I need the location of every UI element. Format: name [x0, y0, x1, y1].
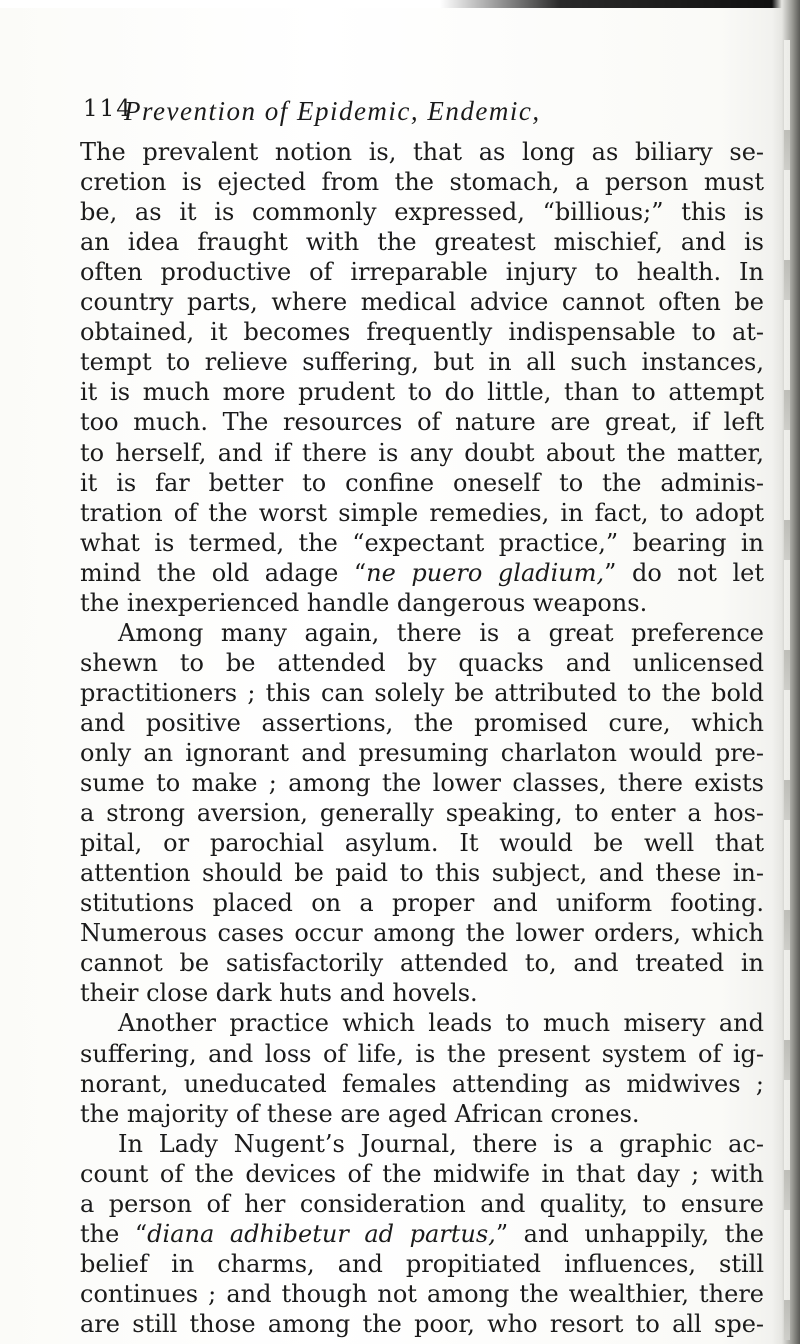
text-segment: mind the old adage “: [80, 558, 367, 587]
text-line: Another practice which leads to much misery and: [118, 1009, 764, 1038]
page-number: 114: [83, 96, 133, 122]
text-line: Among many again, there is a great preference: [118, 618, 764, 647]
text-line: norant, uneducated females attending as midwives ;: [80, 1069, 764, 1098]
text-line: The prevalent notion is, that as long as biliary se-: [80, 138, 764, 166]
text-line: to herself, and if there is any doubt about the matter,: [80, 438, 764, 467]
text-line: stitutions placed on a proper and uniform footing.: [80, 889, 764, 918]
text-line: too much. The resources of nature are great, if left: [80, 408, 764, 437]
text-line: a person of her consideration and quality, to ensure: [80, 1189, 764, 1218]
text-segment: ” and unhappily, the: [495, 1219, 764, 1248]
text-line: it is much more prudent to do little, than to attempt: [80, 378, 764, 407]
text-line: tration of the worst simple remedies, in fact, to adopt: [80, 498, 764, 527]
text-line: obtained, it becomes frequently indispensable to at-: [80, 318, 764, 347]
running-title: Prevention of Epidemic, Endemic,: [124, 96, 541, 126]
text-line: and positive assertions, the promised cure, which: [80, 708, 764, 737]
text-line: [80, 558, 764, 588]
text-line: attention should be paid to this subject, and these in-: [80, 859, 764, 888]
text-line: it is far better to confine oneself to the adminis-: [80, 468, 764, 497]
text-line: shewn to be attended by quacks and unlicensed: [80, 648, 764, 677]
text-line: what is termed, the “expectant practice,” bearing in: [80, 528, 764, 557]
text-line: tempt to relieve suffering, but in all such instances,: [80, 348, 764, 377]
text-line: suffering, and loss of life, is the present system of ig-: [80, 1039, 764, 1068]
text-line: the inexperienced handle dangerous weapons.: [80, 588, 648, 617]
text-line: cretion is ejected from the stomach, a person must: [80, 168, 764, 197]
text-line: count of the devices of the midwife in that day ; with: [80, 1159, 764, 1188]
text-segment: the “: [80, 1219, 148, 1248]
text-line: sume to make ; among the lower classes, there exists: [80, 769, 764, 798]
page-header: [83, 96, 763, 130]
latin-phrase: diana adhibetur ad partus,: [147, 1219, 496, 1248]
text-line: Numerous cases occur among the lower orders, which: [80, 919, 764, 948]
text-line: country parts, where medical advice cannot often be: [80, 288, 764, 317]
text-line: In Lady Nugent’s Journal, there is a graphic ac-: [118, 1129, 764, 1158]
text-line: their close dark huts and hovels.: [80, 979, 478, 1008]
text-line: cannot be satisfactorily attended to, and treated in: [80, 949, 764, 978]
text-line: be, as it is commonly expressed, “billious;” this is: [80, 198, 764, 227]
text-line: pital, or parochial asylum. It would be well that: [80, 829, 764, 858]
page-fore-edge: [784, 40, 790, 1340]
text-line: a strong aversion, generally speaking, to enter a hos-: [80, 799, 764, 828]
text-line: often productive of irreparable injury to health. In: [80, 258, 764, 287]
text-line: are still those among the poor, who resort to all spe-: [80, 1309, 764, 1338]
text-line: [80, 1219, 764, 1249]
text-line: only an ignorant and presuming charlaton would pre-: [80, 739, 764, 767]
text-line: practitioners ; this can solely be attributed to the bold: [80, 678, 764, 707]
text-segment: ” do not let: [604, 558, 765, 587]
text-line: continues ; and though not among the wealthier, there: [80, 1279, 764, 1308]
latin-phrase: ne puero gladium,: [366, 558, 605, 587]
text-line: an idea fraught with the greatest mischief, and is: [80, 228, 764, 257]
text-line: the majority of these are aged African crones.: [80, 1099, 640, 1128]
page-top-edge-shadow: [0, 0, 800, 8]
text-line: belief in charms, and propitiated influences, still: [80, 1249, 764, 1278]
